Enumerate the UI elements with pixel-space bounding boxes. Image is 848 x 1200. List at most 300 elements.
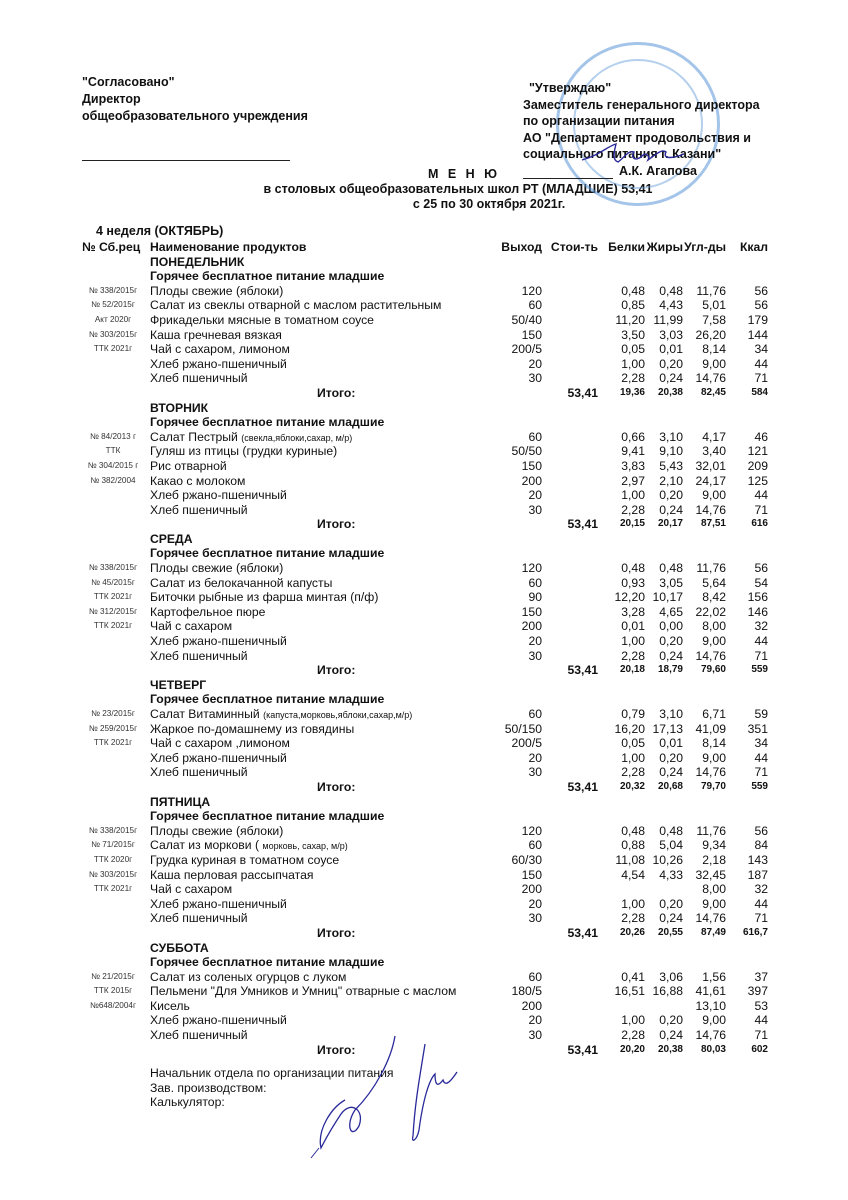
table-header xyxy=(0,240,848,255)
day-name: СРЕДА xyxy=(150,531,193,546)
dish-carbs: 13,10 xyxy=(695,998,726,1013)
dish-kcal: 56 xyxy=(754,561,768,576)
dish-title: Картофельное пюре xyxy=(150,604,266,619)
section-name: Горячее бесплатное питание младшие xyxy=(150,809,385,824)
dish-name xyxy=(150,313,374,329)
dish-title: Салат из свеклы отварной с маслом растительным xyxy=(150,298,442,313)
dish-output: 200/5 xyxy=(511,342,542,357)
dish-kcal: 44 xyxy=(754,356,768,371)
dish-fat: 0,48 xyxy=(659,561,683,576)
dish-title: Биточки рыбные из фарша минтая (п/ф) xyxy=(150,590,379,605)
table-row xyxy=(0,911,848,926)
dish-output: 20 xyxy=(528,356,542,371)
dish-kcal: 34 xyxy=(754,736,768,751)
dish-name xyxy=(150,488,287,504)
dish-name xyxy=(150,765,248,781)
approval-left-title: "Согласовано" xyxy=(82,75,175,89)
table-row xyxy=(0,722,848,737)
recipe-ref: № 259/2015г xyxy=(88,723,138,733)
total-label: Итого: xyxy=(317,1042,356,1057)
dish-fat: 0,24 xyxy=(659,765,683,780)
table-row xyxy=(0,576,848,591)
dish-fat: 10,17 xyxy=(652,590,683,605)
recipe-ref: ТТК 2021г xyxy=(93,592,133,602)
section-name: Горячее бесплатное питание младшие xyxy=(150,955,385,970)
dish-carbs: 26,20 xyxy=(695,327,726,342)
approval-right-org-1: АО "Департамент продовольствия и xyxy=(523,130,751,145)
dish-protein: 0,79 xyxy=(621,707,645,721)
dish-kcal: 121 xyxy=(747,444,768,459)
dish-name xyxy=(150,1028,248,1044)
signature-icon xyxy=(578,138,688,172)
dish-protein: 2,28 xyxy=(621,1028,645,1043)
approval-left-position: Директор xyxy=(82,92,141,106)
recipe-ref: ТТК xyxy=(105,446,121,456)
day-heading-row xyxy=(0,941,848,956)
approval-right-signer: А.К. Агапова xyxy=(619,163,697,178)
dish-kcal: 143 xyxy=(747,852,768,867)
table-row xyxy=(0,1013,848,1028)
dish-fat: 0,24 xyxy=(659,648,683,663)
dish-fat: 0,48 xyxy=(659,823,683,838)
dish-protein: 2,97 xyxy=(621,473,645,488)
dish-carbs: 6,71 xyxy=(702,707,726,721)
dish-name xyxy=(150,619,232,635)
dish-title: Чай с сахаром xyxy=(150,619,233,634)
total-row xyxy=(0,663,848,678)
section-name: Горячее бесплатное питание младшие xyxy=(150,415,385,430)
table-row xyxy=(0,853,848,868)
dish-kcal: 209 xyxy=(747,458,768,473)
day-name: ЧЕТВЕРГ xyxy=(150,677,207,692)
dish-kcal: 71 xyxy=(754,371,768,386)
dish-name xyxy=(150,357,287,373)
approval-right-org-2: социального питания г. Казани" xyxy=(523,147,722,161)
total-row xyxy=(0,386,848,401)
dish-carbs: 41,61 xyxy=(695,984,726,999)
dish-output: 60 xyxy=(528,838,542,853)
menu-table xyxy=(0,240,848,1057)
total-cost: 53,41 xyxy=(567,663,598,678)
total-protein: 20,26 xyxy=(619,926,645,938)
dish-note: (свекла,яблоки,сахар, м/р) xyxy=(241,432,353,443)
dish-kcal: 84 xyxy=(754,838,768,853)
dish-title: Салат из белокачанной капусты xyxy=(150,575,333,590)
recipe-ref: № 338/2015г xyxy=(88,825,138,835)
total-label: Итого: xyxy=(317,779,356,794)
dish-name xyxy=(150,824,283,840)
dish-output: 150 xyxy=(521,458,542,473)
dish-note: (капуста,морковь,яблоки,сахар,м/р) xyxy=(263,710,413,720)
dish-output: 60/30 xyxy=(511,852,542,867)
table-row xyxy=(0,503,848,518)
dish-title: Грудка куриная в томатном соусе xyxy=(150,852,340,867)
dish-protein: 0,85 xyxy=(621,298,645,313)
dish-kcal: 44 xyxy=(754,750,768,765)
dish-kcal: 71 xyxy=(754,648,768,663)
total-carbs: 79,60 xyxy=(700,664,726,676)
table-row xyxy=(0,736,848,751)
total-carbs: 87,51 xyxy=(700,518,726,530)
dish-title: Хлеб ржано-пшеничный xyxy=(150,896,287,911)
dish-fat: 3,10 xyxy=(659,707,683,721)
dish-fat: 4,65 xyxy=(659,604,683,619)
dish-title: Хлеб пшеничный xyxy=(150,1028,248,1043)
section-heading-row xyxy=(0,269,848,284)
dish-title: Хлеб ржано-пшеничный xyxy=(150,634,287,649)
dish-protein: 0,01 xyxy=(621,619,645,634)
dish-fat: 3,03 xyxy=(659,327,683,342)
dish-title: Салат из соленых огурцов с луком xyxy=(150,969,347,984)
dish-fat: 3,05 xyxy=(659,575,683,590)
col-kcal-header: Ккал xyxy=(739,240,768,254)
dish-carbs: 4,17 xyxy=(702,429,726,444)
dish-carbs: 14,76 xyxy=(695,371,726,386)
dish-protein: 0,05 xyxy=(621,342,645,357)
dish-output: 60 xyxy=(528,429,542,444)
dish-name xyxy=(150,590,378,606)
dish-output: 200 xyxy=(521,998,542,1013)
recipe-ref: № 338/2015г xyxy=(88,285,138,295)
dish-title: Плоды свежие (яблоки) xyxy=(150,283,284,298)
footer-production-head: Зав. производством: xyxy=(150,1080,267,1095)
dish-title: Гуляш из птицы (грудки куриные) xyxy=(150,444,338,459)
dish-title: Чай с сахаром ,лимоном xyxy=(150,736,290,751)
dish-protein: 0,48 xyxy=(621,283,645,298)
dish-name xyxy=(150,970,346,986)
recipe-ref: № 23/2015г xyxy=(91,709,135,718)
menu-title: М Е Н Ю xyxy=(427,167,501,181)
total-protein: 20,32 xyxy=(619,780,645,792)
table-row xyxy=(0,284,848,299)
section-heading-row xyxy=(0,809,848,824)
total-fat: 20,38 xyxy=(657,1043,683,1055)
total-protein: 20,18 xyxy=(619,664,645,676)
day-sections xyxy=(0,255,848,1058)
dish-fat: 3,10 xyxy=(659,429,683,444)
total-kcal: 584 xyxy=(751,386,768,398)
dish-kcal: 56 xyxy=(754,283,768,298)
dish-carbs: 8,42 xyxy=(702,590,726,605)
recipe-ref: № 303/2015г xyxy=(88,869,138,879)
dish-name xyxy=(150,284,283,300)
dish-output: 200 xyxy=(521,473,542,488)
total-fat: 20,17 xyxy=(657,518,683,530)
dish-fat: 0,00 xyxy=(659,619,683,634)
footer-head-of-dept: Начальник отдела по организации питания xyxy=(150,1066,394,1080)
dish-title: Пельмени "Для Умников и Умниц" отварные с маслом xyxy=(150,984,457,999)
table-row xyxy=(0,765,848,780)
total-kcal: 559 xyxy=(751,780,768,792)
dish-title: Хлеб пшеничный xyxy=(150,371,248,386)
table-row xyxy=(0,488,848,503)
dish-title: Чай с сахаром xyxy=(150,882,233,897)
dish-name xyxy=(150,298,441,314)
dish-protein: 12,20 xyxy=(614,590,645,605)
dish-title: Каша гречневая вязкая xyxy=(150,327,282,342)
dish-carbs: 14,76 xyxy=(695,648,726,663)
table-row xyxy=(0,357,848,372)
dish-kcal: 397 xyxy=(747,984,768,999)
recipe-ref: № 45/2015г xyxy=(91,577,135,587)
dish-kcal: 44 xyxy=(754,488,768,503)
dish-title: Жаркое по-домашнему из говядины xyxy=(150,721,355,736)
recipe-ref: № 21/2015г xyxy=(91,971,135,981)
total-cost: 53,41 xyxy=(567,385,598,400)
section-heading-row xyxy=(0,546,848,561)
recipe-ref: ТТК 2021г xyxy=(93,738,133,748)
total-carbs: 79,70 xyxy=(700,780,726,792)
dish-title: Хлеб ржано-пшеничный xyxy=(150,750,287,765)
dish-name xyxy=(150,1013,287,1029)
dish-carbs: 9,00 xyxy=(702,750,726,765)
dish-kcal: 44 xyxy=(754,896,768,911)
recipe-ref: №648/2004г xyxy=(90,1000,136,1010)
dish-kcal: 44 xyxy=(754,1013,768,1028)
dish-kcal: 125 xyxy=(747,473,768,488)
dish-title: Хлеб пшеничный xyxy=(150,648,248,663)
total-fat: 20,55 xyxy=(657,926,683,938)
dish-name xyxy=(150,868,313,884)
col-cost-header: Стои-ть xyxy=(550,240,598,254)
dish-kcal: 34 xyxy=(754,342,768,357)
col-ref-header: № Сб.рец xyxy=(82,240,141,254)
dish-kcal: 37 xyxy=(754,969,768,984)
dish-protein: 2,28 xyxy=(621,911,645,926)
dish-output: 60 xyxy=(528,575,542,590)
total-label: Итого: xyxy=(317,517,356,532)
table-row xyxy=(0,459,848,474)
total-fat: 18,79 xyxy=(657,664,683,676)
dish-fat: 9,10 xyxy=(659,444,683,459)
dish-protein: 1,00 xyxy=(621,896,645,911)
recipe-ref: Акт 2020г xyxy=(94,314,132,324)
total-label: Итого: xyxy=(317,925,356,940)
dish-carbs: 11,76 xyxy=(696,561,726,576)
dish-fat: 17,13 xyxy=(652,721,683,736)
section-heading-row xyxy=(0,415,848,430)
dish-fat: 4,33 xyxy=(659,867,683,882)
recipe-ref: № 312/2015г xyxy=(88,606,138,616)
dish-carbs: 9,00 xyxy=(702,896,726,911)
dish-output: 120 xyxy=(521,283,542,298)
dish-name xyxy=(150,722,354,738)
dish-carbs: 9,34 xyxy=(702,838,726,853)
dish-title: Хлеб пшеничный xyxy=(150,911,248,926)
dish-kcal: 32 xyxy=(754,882,768,897)
dish-protein: 3,83 xyxy=(621,458,645,473)
dish-name xyxy=(150,459,227,475)
dish-kcal: 144 xyxy=(747,327,768,342)
recipe-ref: ТТК 2021г xyxy=(93,344,133,354)
dish-fat: 4,43 xyxy=(659,298,683,313)
total-carbs: 82,45 xyxy=(700,386,726,398)
dish-output: 60 xyxy=(528,969,542,984)
approval-left-block xyxy=(82,74,308,125)
dish-output: 20 xyxy=(528,1013,542,1028)
dish-carbs: 14,76 xyxy=(695,765,726,780)
total-carbs: 80,03 xyxy=(700,1043,726,1055)
dish-kcal: 53 xyxy=(754,998,768,1013)
recipe-ref: № 52/2015г xyxy=(91,300,135,310)
dish-kcal: 71 xyxy=(754,765,768,780)
dish-carbs: 9,00 xyxy=(702,356,726,371)
table-row xyxy=(0,342,848,357)
dish-name xyxy=(150,342,290,358)
dish-name xyxy=(150,605,265,621)
total-kcal: 616,7 xyxy=(742,926,768,938)
dish-kcal: 146 xyxy=(747,604,768,619)
total-row xyxy=(0,780,848,795)
dish-output: 200/5 xyxy=(511,736,542,751)
approval-right-dept: по организации питания xyxy=(523,114,675,128)
col-fat-header: Жиры xyxy=(646,240,683,254)
dish-protein: 2,28 xyxy=(621,502,645,517)
day-heading-row xyxy=(0,795,848,810)
dish-output: 30 xyxy=(528,648,542,663)
dish-name xyxy=(150,649,248,665)
footer-calculator: Калькулятор: xyxy=(150,1095,225,1110)
dish-fat: 5,04 xyxy=(659,838,683,853)
dish-protein: 11,08 xyxy=(615,852,645,867)
recipe-ref: ТТК 2015г xyxy=(93,986,133,996)
dish-output: 20 xyxy=(528,750,542,765)
dish-protein: 11,20 xyxy=(615,312,645,327)
col-carbs-header: Угл-ды xyxy=(684,240,726,254)
dish-carbs: 7,58 xyxy=(702,312,726,327)
dish-output: 120 xyxy=(521,823,542,838)
approval-right-position: Заместитель генерального директора xyxy=(523,97,760,112)
dish-carbs: 2,18 xyxy=(702,852,726,867)
dish-title: Плоды свежие (яблоки) xyxy=(150,561,284,576)
table-row xyxy=(0,897,848,912)
recipe-ref: № 382/2004 xyxy=(90,475,136,485)
table-row xyxy=(0,371,848,386)
table-row xyxy=(0,430,848,445)
table-row xyxy=(0,824,848,839)
approval-right-title: "Утверждаю" xyxy=(529,81,612,95)
dish-output: 20 xyxy=(528,634,542,649)
dish-title: Чай с сахаром, лимоном xyxy=(150,342,290,357)
dish-protein: 2,28 xyxy=(621,648,645,663)
table-row xyxy=(0,313,848,328)
total-cost: 53,41 xyxy=(567,925,598,940)
table-row xyxy=(0,444,848,459)
table-row xyxy=(0,605,848,620)
menu-dates: с 25 по 30 октября 2021г. xyxy=(412,197,566,211)
dish-carbs: 24,17 xyxy=(695,473,726,488)
section-name: Горячее бесплатное питание младшие xyxy=(150,692,385,707)
dish-carbs: 8,14 xyxy=(702,342,726,357)
dish-protein: 2,28 xyxy=(621,765,645,780)
dish-fat: 5,43 xyxy=(659,458,683,473)
dish-kcal: 351 xyxy=(747,721,768,736)
dish-title: Плоды свежие (яблоки) xyxy=(150,823,284,838)
dish-protein: 1,00 xyxy=(621,488,645,503)
total-fat: 20,68 xyxy=(657,780,683,792)
signature-icon xyxy=(395,1040,475,1150)
dish-fat: 10,26 xyxy=(652,852,683,867)
table-row xyxy=(0,882,848,897)
total-kcal: 602 xyxy=(751,1043,768,1055)
dish-name xyxy=(150,634,287,650)
dish-name xyxy=(150,474,245,490)
dish-fat: 0,20 xyxy=(659,634,683,649)
dish-output: 120 xyxy=(521,561,542,576)
section-name: Горячее бесплатное питание младшие xyxy=(150,269,385,284)
dish-name xyxy=(150,882,232,898)
dish-title: Кисель xyxy=(150,998,190,1013)
signature-line-left xyxy=(82,160,290,161)
dish-carbs: 11,76 xyxy=(696,823,726,838)
day-name: СУББОТА xyxy=(150,940,209,955)
dish-name xyxy=(150,999,190,1015)
dish-kcal: 71 xyxy=(754,502,768,517)
dish-name xyxy=(150,707,412,723)
dish-protein: 16,20 xyxy=(614,721,645,736)
table-row xyxy=(0,474,848,489)
dish-output: 50/40 xyxy=(511,312,542,327)
dish-title: Рис отварной xyxy=(150,458,227,473)
dish-fat: 0,01 xyxy=(659,736,683,751)
table-row xyxy=(0,838,848,853)
week-label: 4 неделя (ОКТЯБРЬ) xyxy=(96,224,224,238)
dish-name xyxy=(150,328,282,344)
table-row xyxy=(0,707,848,722)
dish-name xyxy=(150,751,287,767)
dish-kcal: 54 xyxy=(754,575,768,590)
dish-name xyxy=(150,503,248,519)
dish-title: Салат Пестрый xyxy=(150,429,242,444)
dish-protein: 0,48 xyxy=(621,823,645,838)
dish-kcal: 187 xyxy=(747,867,768,882)
dish-protein: 1,00 xyxy=(621,356,645,371)
dish-carbs: 1,56 xyxy=(702,969,726,984)
dish-output: 60 xyxy=(528,298,542,313)
dish-kcal: 59 xyxy=(754,707,768,721)
dish-name xyxy=(150,897,287,913)
dish-kcal: 32 xyxy=(754,619,768,634)
recipe-ref: ТТК 2021г xyxy=(93,884,133,894)
recipe-ref: № 303/2015г xyxy=(88,329,138,339)
dish-carbs: 22,02 xyxy=(695,604,726,619)
dish-output: 60 xyxy=(528,707,542,721)
dish-carbs: 11,76 xyxy=(696,283,726,298)
total-kcal: 559 xyxy=(751,664,768,676)
dish-output: 30 xyxy=(528,1028,542,1043)
dish-carbs: 14,76 xyxy=(695,911,726,926)
section-heading-row xyxy=(0,692,848,707)
day-heading-row xyxy=(0,532,848,547)
dish-carbs: 9,00 xyxy=(702,634,726,649)
dish-fat: 3,06 xyxy=(659,969,683,984)
dish-fat: 2,10 xyxy=(659,473,683,488)
dish-output: 150 xyxy=(521,327,542,342)
dish-protein: 3,28 xyxy=(621,604,645,619)
total-cost: 53,41 xyxy=(567,1042,598,1057)
dish-protein: 1,00 xyxy=(621,634,645,649)
dish-output: 180/5 xyxy=(511,984,542,999)
dish-kcal: 156 xyxy=(747,590,768,605)
dish-note: морковь, сахар, м/р) xyxy=(262,841,348,852)
dish-output: 200 xyxy=(521,619,542,634)
day-name: ВТОРНИК xyxy=(150,400,209,415)
recipe-ref: № 304/2015 г xyxy=(87,460,139,470)
dish-output: 20 xyxy=(528,488,542,503)
dish-protein: 0,05 xyxy=(621,736,645,751)
dish-kcal: 44 xyxy=(754,634,768,649)
dish-fat: 0,24 xyxy=(659,502,683,517)
